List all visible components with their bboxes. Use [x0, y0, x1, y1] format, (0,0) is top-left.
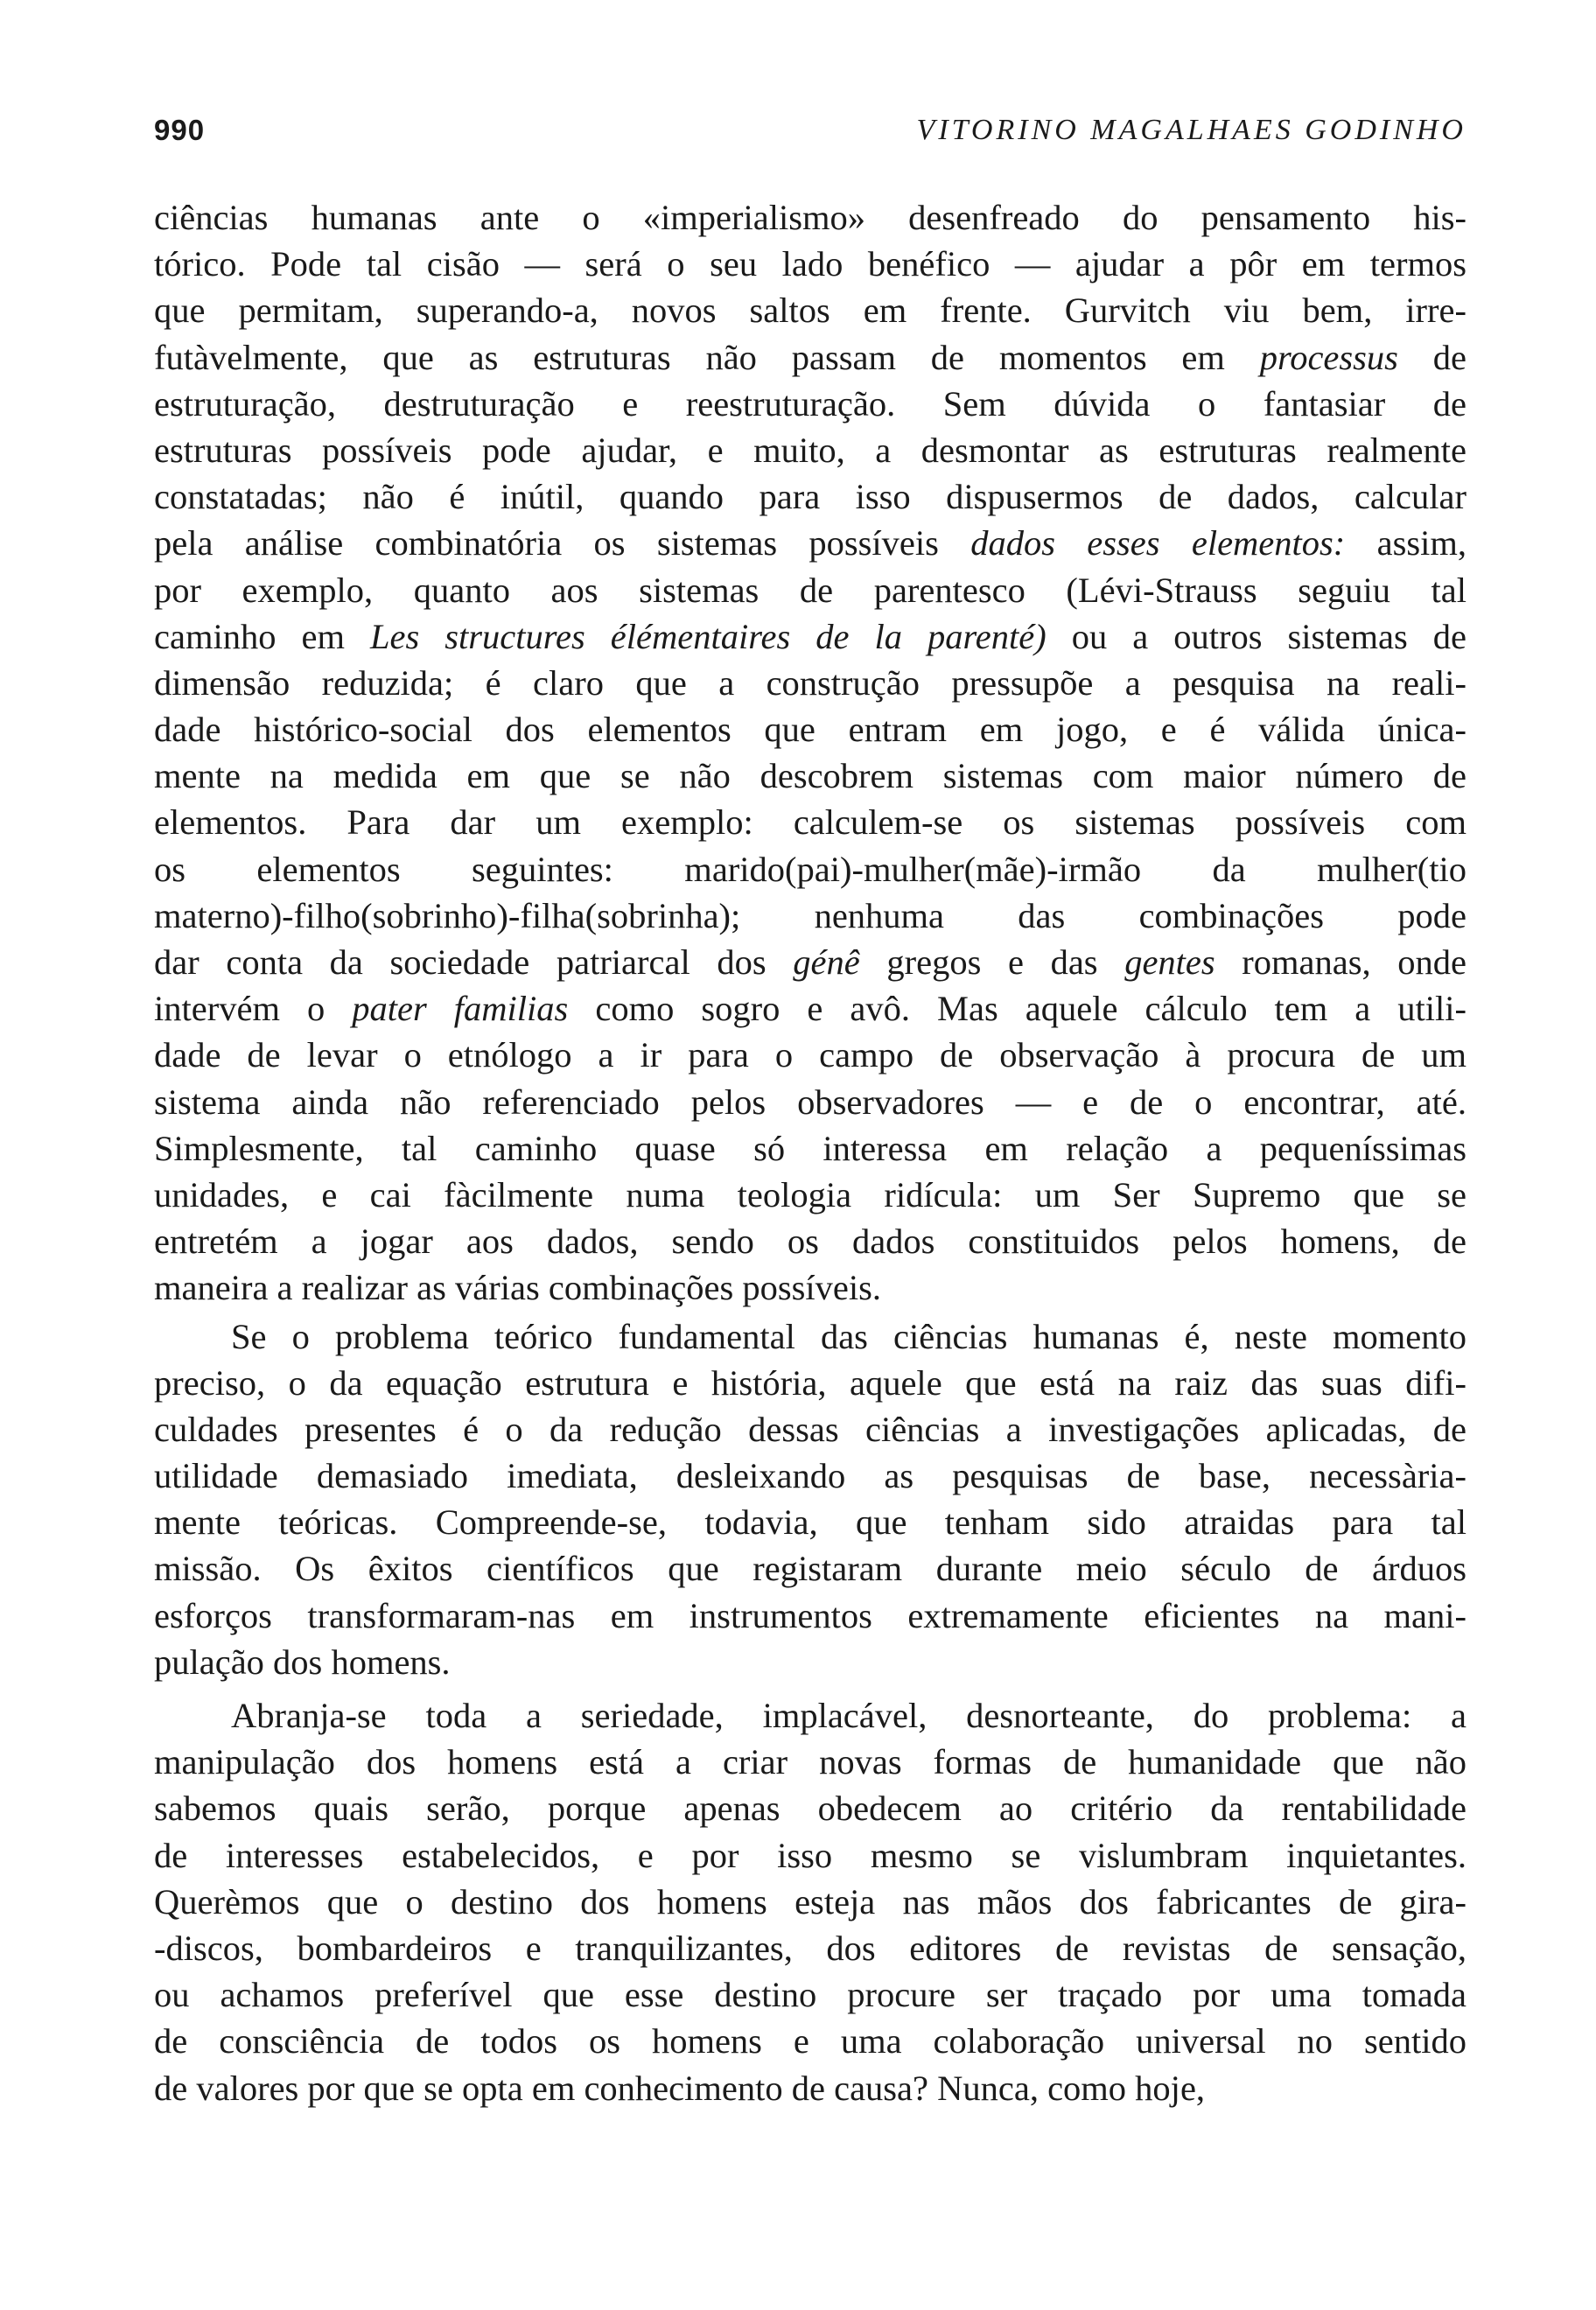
text-segment: de valores por que se opta em conhecimento de causa? Nunca, como hoje, [154, 2068, 1206, 2108]
text-segment: preciso, o da equação estrutura e história, aquele que está na raiz das suas difi- [154, 1362, 1466, 1403]
text-segment: caminho em [154, 616, 370, 656]
text-segment: ou a outros sistemas de [1046, 616, 1466, 656]
text-line [154, 1692, 1466, 1739]
italic-text: processus [1259, 337, 1398, 377]
running-title: VITORINO MAGALHAES GODINHO [916, 114, 1466, 146]
text-segment: de consciência de todos os homens e uma colaboração universal no sentido [154, 2021, 1466, 2062]
text-line [154, 1264, 1466, 1311]
text-segment: sistema ainda não referenciado pelos observadores — e de o encontrar, até. [154, 1082, 1466, 1122]
text-segment: constatadas; não é inútil, quando para isso dispusermos de dados, calcular [154, 477, 1466, 517]
text-line [154, 1125, 1466, 1172]
text-segment: dar conta da sociedade patriarcal dos [154, 942, 794, 982]
text-line [154, 1785, 1466, 1831]
text-line [154, 1592, 1466, 1639]
italic-text: Les structures élémentaires de la parenté) [369, 616, 1046, 656]
text-line [154, 1545, 1466, 1592]
text-line [154, 1971, 1466, 2018]
text-segment: futàvelmente, que as estruturas não passam de momentos em [154, 337, 1260, 377]
text-segment: manipulação dos homens está a criar novas formas de humanidade que não [154, 1742, 1466, 1782]
text-line [154, 799, 1466, 845]
body-text [154, 194, 1466, 2111]
text-segment: pulação dos homens. [154, 1642, 451, 1682]
text-segment: tórico. Pode tal cisão — será o seu lado benéfico — ajudar a pôr em termos [154, 244, 1466, 284]
text-segment: ou achamos preferível que esse destino procure ser traçado por uma tomada [154, 1975, 1466, 2015]
text-line [154, 520, 1466, 566]
text-line [154, 1452, 1466, 1499]
text-segment: maneira a realizar as várias combinações possíveis. [154, 1268, 882, 1308]
text-line [154, 334, 1466, 381]
text-line [154, 427, 1466, 473]
text-segment: Se o problema teórico fundamental das ciências humanas é, neste momento [231, 1316, 1466, 1356]
text-segment: -discos, bombardeiros e tranquilizantes, dos editores de revistas de sensação, [154, 1928, 1466, 1968]
text-line [154, 473, 1466, 520]
text-line [154, 752, 1466, 799]
paragraph [154, 1313, 1466, 1686]
text-segment: entretém a jogar aos dados, sendo os dados constituidos pelos homens, de [154, 1222, 1466, 1262]
text-line [154, 1639, 1466, 1685]
text-line [154, 287, 1466, 333]
text-segment: sabemos quais serão, porque apenas obedecem ao critério da rentabilidade [154, 1788, 1466, 1829]
text-line [154, 660, 1466, 706]
text-segment: Simplesmente, tal caminho quase só interessa em relação a pequeníssimas [154, 1128, 1466, 1168]
paragraph [154, 194, 1466, 1312]
text-segment: dimensão reduzida; é claro que a construção pressupõe a pesquisa na reali- [154, 662, 1466, 703]
text-line [154, 1406, 1466, 1452]
text-line [154, 381, 1466, 427]
text-line [154, 1172, 1466, 1218]
text-segment: mente na medida em que se não descobrem sistemas com maior número de [154, 756, 1466, 796]
text-segment: assim, [1345, 523, 1466, 564]
italic-text: pater familias [352, 989, 569, 1029]
text-segment: Abranja-se toda a seriedade, implacável, desnorteante, do problema: a [231, 1696, 1466, 1735]
text-line [154, 846, 1466, 892]
text-line [154, 567, 1466, 613]
text-line [154, 2065, 1466, 2111]
text-segment: como sogro e avô. Mas aquele cálculo tem a utili- [568, 989, 1466, 1029]
text-segment: elementos. Para dar um exemplo: calculem-se os sistemas possíveis com [154, 802, 1466, 843]
text-segment: Querèmos que o destino dos homens esteja nas mãos dos fabricantes de gira- [154, 1881, 1466, 1922]
text-segment: utilidade demasiado imediata, desleixando as pesquisas de base, necessària- [154, 1456, 1466, 1496]
text-segment: ciências humanas ante o «imperialismo» desenfreado do pensamento his- [154, 198, 1466, 237]
text-line [154, 939, 1466, 985]
text-segment: culdades presentes é o da redução dessas ciências a investigações aplicadas, de [154, 1409, 1466, 1449]
text-segment: de [1397, 337, 1466, 377]
text-line [154, 1499, 1466, 1545]
text-segment: de interesses estabelecidos, e por isso mesmo se vislumbram inquietantes. [154, 1835, 1466, 1875]
text-segment: dade histórico-social dos elementos que entram em jogo, e é válida única- [154, 710, 1466, 750]
page-number: 990 [154, 114, 206, 146]
text-segment: mente teóricas. Compreende-se, todavia, que tenham sido atraidas para tal [154, 1502, 1466, 1543]
italic-text: dados esses elementos: [970, 523, 1346, 564]
text-segment: materno)-filho(sobrinho)-filha(sobrinha); nenhuma das combinações pode [154, 895, 1466, 935]
text-line [154, 1218, 1466, 1264]
text-segment: pela análise combinatória os sistemas possíveis [154, 523, 971, 564]
italic-text: génê [793, 942, 860, 982]
italic-text: gentes [1124, 942, 1215, 982]
text-line [154, 1739, 1466, 1785]
text-segment: esforços transformaram-nas em instrumentos extremamente eficientes na mani- [154, 1595, 1466, 1635]
text-segment: dade de levar o etnólogo a ir para o campo de observação à procura de um [154, 1035, 1466, 1075]
paragraph [154, 1692, 1466, 2111]
text-segment: que permitam, superando-a, novos saltos em frente. Gurvitch viu bem, irre- [154, 290, 1466, 331]
text-line [154, 985, 1466, 1032]
text-line [154, 706, 1466, 752]
text-segment: por exemplo, quanto aos sistemas de parentesco (Lévi-Strauss seguiu tal [154, 570, 1466, 610]
text-line [154, 1313, 1466, 1360]
text-line [154, 1925, 1466, 1971]
text-line [154, 1360, 1466, 1406]
text-line [154, 1079, 1466, 1125]
text-segment: romanas, onde [1214, 942, 1466, 982]
text-segment: unidades, e cai fàcilmente numa teologia ridícula: um Ser Supremo que se [154, 1174, 1466, 1214]
text-line [154, 1832, 1466, 1879]
text-segment: missão. Os êxitos científicos que registaram durante meio século de árduos [154, 1549, 1466, 1589]
text-segment: estruturas possíveis pode ajudar, e muito, a desmontar as estruturas realmente [154, 430, 1466, 470]
text-segment: os elementos seguintes: marido(pai)-mulher(mãe)-irmão da mulher(tio [154, 849, 1466, 889]
text-segment: intervém o [154, 989, 353, 1029]
running-head [154, 114, 1466, 158]
text-line [154, 2018, 1466, 2064]
text-line [154, 194, 1466, 241]
text-line [154, 241, 1466, 287]
text-line [154, 613, 1466, 660]
text-segment: estruturação, destruturação e reestruturação. Sem dúvida o fantasiar de [154, 383, 1466, 424]
text-line [154, 1032, 1466, 1078]
text-line [154, 1879, 1466, 1925]
text-line [154, 892, 1466, 939]
text-segment: gregos e das [859, 942, 1125, 982]
